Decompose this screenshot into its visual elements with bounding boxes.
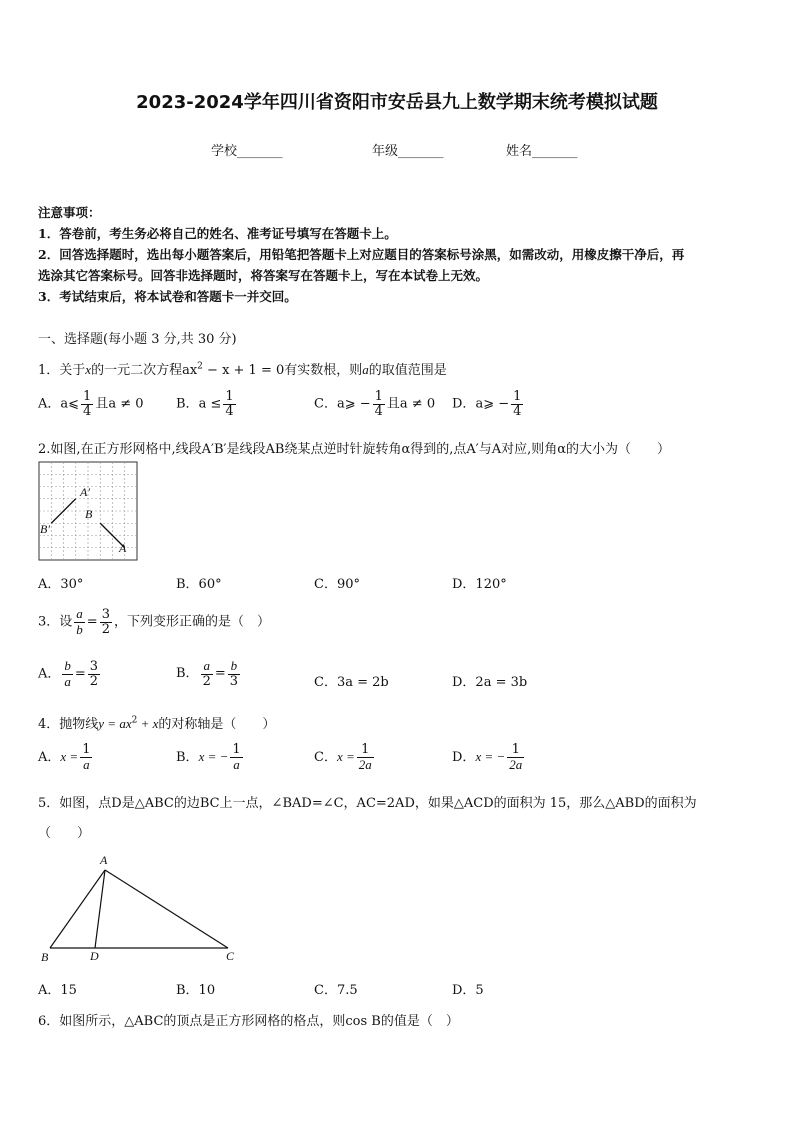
question-2-grid-figure: [38, 461, 138, 561]
question-2-option-b[interactable]: B．60°: [176, 577, 222, 592]
question-4-option-a[interactable]: A．x = $\frac{1}{a}$: [38, 742, 91, 772]
question-3-option-c[interactable]: C．3a = 2b: [314, 675, 389, 690]
label-a: A: [100, 853, 108, 867]
question-5-paren: （ ）: [38, 826, 91, 841]
question-1-option-a[interactable]: A．a⩽ $\frac{1}{4}$ 且a ≠ 0: [38, 389, 144, 419]
section-heading: 一、选择题(每小题 3 分,共 30 分): [38, 332, 237, 347]
question-3-option-b[interactable]: B． $\frac{a}{2}$ = $\frac{b}{3}$: [176, 658, 239, 689]
notice-item-3: 3．考试结束后，将本试卷和答题卡一并交回。: [38, 289, 297, 304]
label-b: B: [41, 950, 49, 964]
notice-item-2-cont: 选涂其它答案标号。回答非选择题时，将答案写在答题卡上，写在本试卷上无效。: [38, 268, 489, 283]
question-5-option-c[interactable]: C．7.5: [314, 983, 358, 998]
question-3-option-d[interactable]: D．2a = 3b: [452, 675, 528, 690]
question-5-option-a[interactable]: A．15: [38, 983, 77, 998]
label-b: B: [85, 507, 93, 521]
notice-item-1: 1．答卷前，考生务必将自己的姓名、准考证号填写在答题卡上。: [38, 226, 397, 241]
question-1-option-c[interactable]: C．a⩾ − $\frac{1}{4}$ 且a ≠ 0: [314, 389, 436, 419]
notice-item-2: 2．回答选择题时，选出每小题答案后，用铅笔把答题卡上对应题目的答案标号涂黑，如需改动，用橡皮擦干净后，再: [38, 247, 685, 262]
label-c: C: [226, 949, 235, 963]
question-1-option-d[interactable]: D．a⩾ − $\frac{1}{4}$: [452, 389, 522, 419]
name-field: 姓名_______: [506, 144, 578, 159]
question-6-stem: 6．如图所示，△ABC的顶点是正方形网格的格点，则cos B的值是（ ）: [38, 1014, 459, 1029]
question-2-option-a[interactable]: A．30°: [38, 577, 84, 592]
question-3-option-a[interactable]: A． $\frac{b}{a}$ = $\frac{3}{2}$: [38, 658, 99, 689]
question-4-option-d[interactable]: D．x = − $\frac{1}{2a}$: [452, 742, 523, 772]
question-1-option-b[interactable]: B．a ≤ $\frac{1}{4}$: [176, 389, 234, 419]
side-ac: [105, 870, 228, 948]
question-4-option-c[interactable]: C．x = $\frac{1}{2a}$: [314, 742, 372, 772]
question-4-option-b[interactable]: B．x = − $\frac{1}{a}$: [176, 742, 241, 772]
label-d: D: [90, 949, 99, 963]
question-2-option-d[interactable]: D．120°: [452, 577, 507, 592]
question-5-stem: 5．如图，点D是△ABC的边BC上一点，∠BAD=∠C，AC=2AD，如果△ACD的面积为 15，那么△ABD的面积为: [38, 796, 697, 811]
question-4-stem: 4．抛物线$y = ax^2 + x$的对称轴是（ ）: [38, 715, 276, 732]
question-2-stem: 2.如图,在正方形网格中,线段A′B′是线段AB绕某点逆时针旋转角α得到的,点A′与A对应,则角α的大小为（ ）: [38, 442, 671, 457]
question-1-stem: 1．关于x的一元二次方程$ax^2 - x + 1 = 0$有实数根，则a的取值范围是: [38, 361, 447, 378]
question-5-option-d[interactable]: D．5: [452, 983, 484, 998]
label-a-prime: A′: [80, 485, 90, 499]
question-2-option-c[interactable]: C．90°: [314, 577, 360, 592]
grade-field: 年级_______: [372, 144, 444, 159]
label-a: A: [119, 541, 127, 555]
page-title: 2023-2024学年四川省资阳市安岳县九上数学期末统考模拟试题: [136, 92, 658, 113]
question-3-stem: 3．设 $\frac{a}{b}$ = $\frac{3}{2}$ ，下列变形正确的是（ ）: [38, 606, 270, 637]
question-5-triangle-figure: [38, 848, 248, 966]
question-5-option-b[interactable]: B．10: [176, 983, 216, 998]
label-b-prime: B′: [40, 522, 50, 536]
school-field: 学校_______: [211, 144, 283, 159]
notice-heading: 注意事项：: [38, 205, 101, 220]
